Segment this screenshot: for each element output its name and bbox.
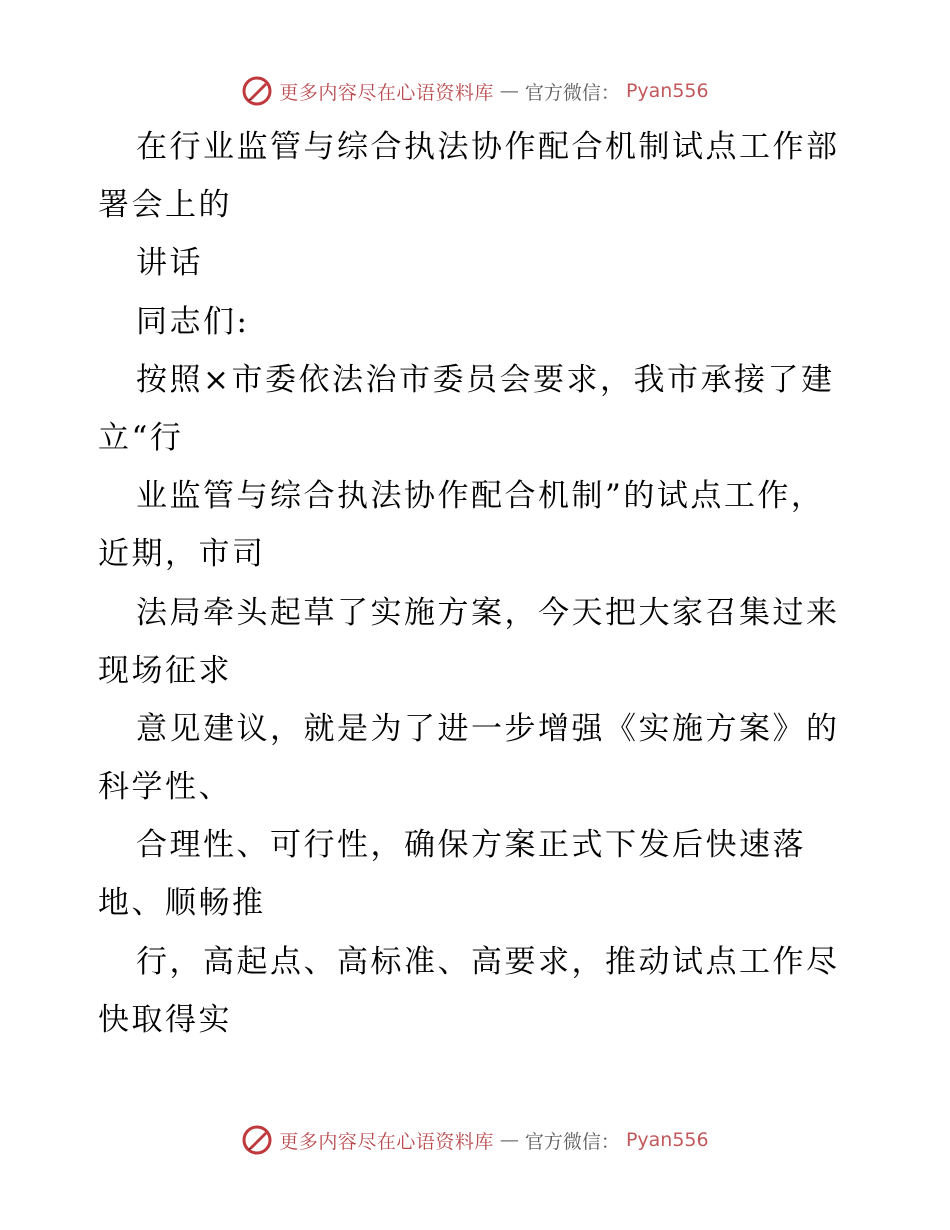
- quill-seal-icon: [241, 1124, 273, 1156]
- document-body: [98, 118, 858, 1049]
- watermark-dash: —: [499, 1129, 519, 1151]
- text-line: 讲话: [136, 245, 203, 282]
- watermark-site-text: 更多内容尽在心语资料库: [279, 1130, 494, 1153]
- text-line: 快取得实: [98, 1001, 232, 1038]
- text-line: 近期，市司: [98, 536, 266, 573]
- text-line: 行，高起点、高标准、高要求，推动试点工作尽: [136, 943, 840, 980]
- header-watermark: [0, 71, 950, 111]
- text-line: 法局牵头起草了实施方案，今天把大家召集过来: [136, 594, 840, 631]
- text-line: 署会上的: [98, 187, 232, 224]
- watermark-wechat-label: 官方微信：: [524, 81, 620, 104]
- footer-watermark: [0, 1120, 950, 1160]
- text-line: 意见建议，就是为了进一步增强《实施方案》的: [136, 710, 840, 747]
- text-line: 立“行: [98, 419, 184, 456]
- text-line: 现场征求: [98, 652, 232, 689]
- text-line: 按照×市委依法治市委员会要求，我市承接了建: [136, 361, 835, 398]
- text-line: 地、顺畅推: [98, 885, 266, 922]
- watermark-site-text: 更多内容尽在心语资料库: [279, 81, 494, 104]
- text-line: 同志们:: [136, 303, 250, 340]
- text-line: 在行业监管与综合执法协作配合机制试点工作部: [136, 129, 840, 165]
- text-line: 业监管与综合执法协作配合机制”的试点工作，: [136, 478, 825, 515]
- watermark-wechat-id: Pyan556: [625, 1129, 709, 1151]
- watermark-wechat-label: 官方微信：: [524, 1130, 620, 1153]
- quill-seal-icon: [241, 75, 273, 107]
- watermark-wechat-id: Pyan556: [625, 80, 709, 102]
- watermark-dash: —: [499, 80, 519, 102]
- text-line: 科学性、: [98, 769, 232, 806]
- text-line: 合理性、可行性，确保方案正式下发后快速落: [136, 827, 806, 864]
